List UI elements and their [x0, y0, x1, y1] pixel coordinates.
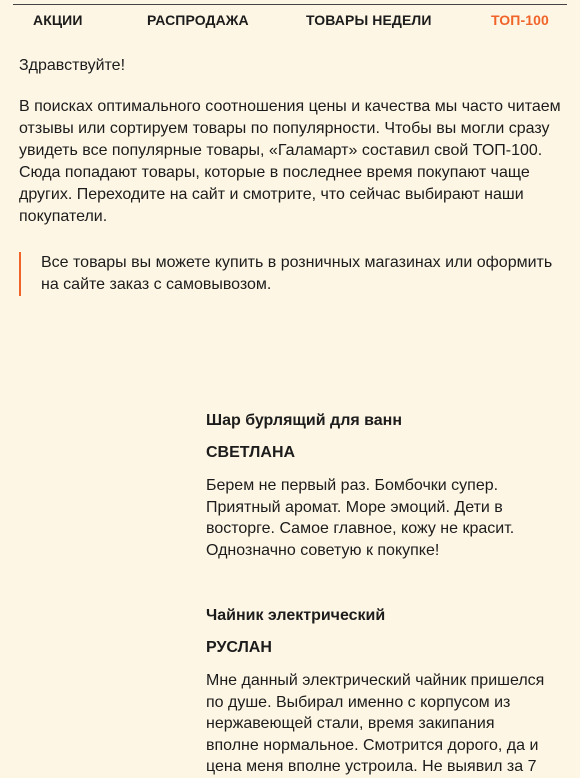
review-text: Берем не первый раз. Бомбочки супер. Приятный аромат. Море эмоций. Дети в восторге. Самое главное, кожу не красит. Однозначно советую к покупке!: [206, 477, 515, 559]
review-author: РУСЛАН: [206, 639, 272, 656]
nav-item-top-100[interactable]: ТОП-100: [491, 12, 549, 28]
notice-text: Все товары вы можете купить в розничных магазинах или оформить на сайте заказ с самовывозом.: [41, 254, 553, 293]
review-author: СВЕТЛАНА: [206, 444, 296, 461]
nav-item-sale[interactable]: РАСПРОДАЖА: [147, 12, 249, 28]
review-card: [206, 411, 546, 561]
greeting: Здравствуйте!: [19, 57, 126, 74]
nav-item-products-of-week[interactable]: ТОВАРЫ НЕДЕЛИ: [306, 12, 432, 28]
review-product-title[interactable]: Чайник электрический: [206, 607, 386, 624]
intro-paragraph: В поисках оптимального соотношения цены и качества мы часто читаем отзывы или сортируем товары по популярности. Чтобы вы могли сразу увидеть все популярные товары, «Галамарт» составил свой ТОП-100. Сюда попадают товары, которые в последнее время покупают чаще других. Переходите на сайт и смотрите, что сейчас выбирают наши покупатели.: [19, 98, 561, 225]
review-text: Мне данный электрический чайник пришелся по душе. Выбирал именно с корпусом из нержавеющей стали, время закипания вполне нормальное. Смотрится дорого, да и цена меня вполне устроила. Не выявил за 7: [206, 672, 545, 775]
review-product-title[interactable]: Шар бурлящий для ванн: [206, 412, 402, 429]
review-card: [206, 606, 546, 778]
top-nav: [0, 0, 580, 40]
nav-item-promotions[interactable]: АКЦИИ: [33, 12, 83, 28]
notice-quote: [19, 252, 569, 296]
